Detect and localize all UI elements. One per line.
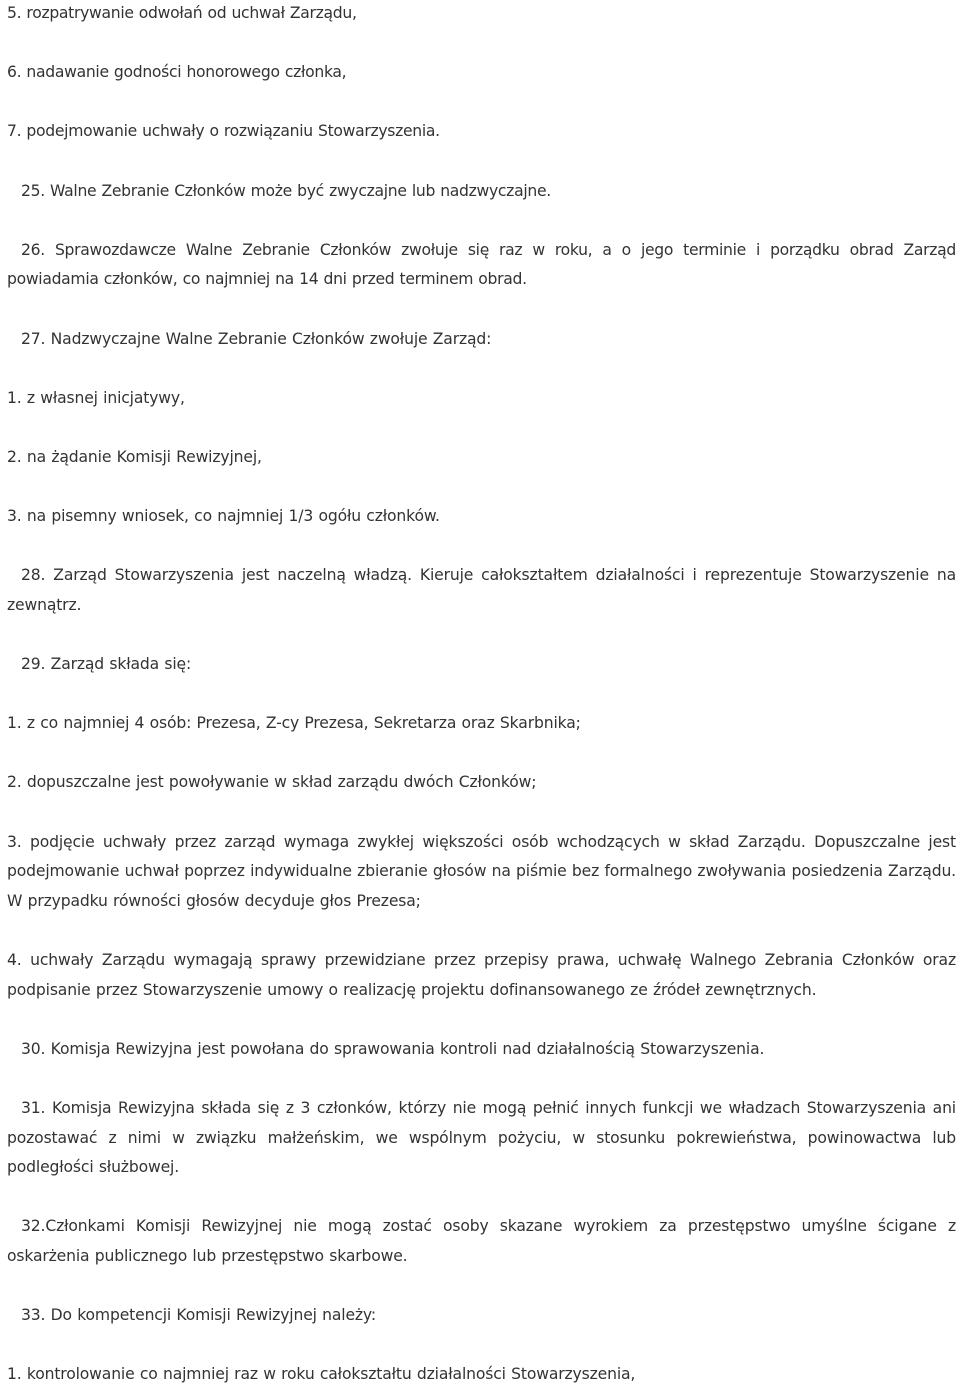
section-29-item-2: 2. dopuszczalne jest powoływanie w skład zarządu dwóch Członków; <box>7 773 537 792</box>
section-33-text: 33. Do kompetencji Komisji Rewizyjnej należy: <box>21 1306 376 1325</box>
section-27-item-3: 3. na pisemny wniosek, co najmniej 1/3 ogółu członków. <box>7 507 440 526</box>
section-31 <box>7 1094 956 1183</box>
section-28 <box>7 561 956 620</box>
section-29 <box>7 650 956 680</box>
section-27-item-1: 1. z własnej inicjatywy, <box>7 388 185 407</box>
section-27-text: 27. Nadzwyczajne Walne Zebranie Członków zwołuje Zarząd: <box>21 329 492 348</box>
document-body <box>7 0 956 1390</box>
section-31-text: 31. Komisja Rewizyjna składa się z 3 członków, którzy nie mogą pełnić innych funkcji we władzach Stowarzyszenia ani pozostawać z nimi w związku małżeńskim, we wspólnym pożyciu, w stosunku pokrewieństwa, powinowactwa lub podległości służbowej. <box>7 1098 956 1177</box>
section-28-text: 28. Zarząd Stowarzyszenia jest naczelną władzą. Kieruje całokształtem działalności i reprezentuje Stowarzyszenie na zewnątrz. <box>7 566 956 614</box>
section-26 <box>7 236 956 295</box>
section-25 <box>7 177 956 207</box>
section-27-item-2: 2. na żądanie Komisji Rewizyjnej, <box>7 447 262 466</box>
section-29-text: 29. Zarząd składa się: <box>21 655 192 674</box>
section-27 <box>7 325 956 355</box>
section-29-item-1: 1. z co najmniej 4 osób: Prezesa, Z-cy Prezesa, Sekretarza oraz Skarbnika; <box>7 714 581 733</box>
section-32 <box>7 1212 956 1271</box>
section-25-text: 25. Walne Zebranie Członków może być zwyczajne lub nadzwyczajne. <box>21 181 551 200</box>
item-6-nadawanie: 6. nadawanie godności honorowego członka, <box>7 63 347 82</box>
section-30-text: 30. Komisja Rewizyjna jest powołana do sprawowania kontroli nad działalnością Stowarzyszenia. <box>21 1039 765 1058</box>
section-29-item-3: 3. podjęcie uchwały przez zarząd wymaga zwykłej większości osób wchodzących w skład Zarządu. Dopuszczalne jest podejmowanie uchwał poprzez indywidualne zbieranie głosów na piśmie bez formalnego zwoływania posiedzenia Zarządu. W przypadku równości głosów decyduje głos Prezesa; <box>7 832 956 910</box>
section-33-item-1: 1. kontrolowanie co najmniej raz w roku całokształtu działalności Stowarzyszenia, <box>7 1365 636 1384</box>
section-30 <box>7 1035 956 1065</box>
item-7-podejmowanie: 7. podejmowanie uchwały o rozwiązaniu Stowarzyszenia. <box>7 122 440 141</box>
section-32-text: 32.Członkami Komisji Rewizyjnej nie mogą zostać osoby skazane wyrokiem za przestępstwo umyślne ścigane z oskarżenia publicznego lub przestępstwo skarbowe. <box>7 1217 956 1265</box>
item-5-rozpatrywanie: 5. rozpatrywanie odwołań od uchwał Zarządu, <box>7 4 357 22</box>
section-33 <box>7 1301 956 1331</box>
section-29-item-4: 4. uchwały Zarządu wymagają sprawy przewidziane przez przepisy prawa, uchwałę Walnego Zebrania Członków oraz podpisanie przez Stowarzyszenie umowy o realizację projektu dofinansowanego ze źródeł zewnętrznych. <box>7 951 956 999</box>
section-26-text: 26. Sprawozdawcze Walne Zebranie Członków zwołuje się raz w roku, a o jego terminie i porządku obrad Zarząd powiadamia członków, co najmniej na 14 dni przed terminem obrad. <box>7 240 956 289</box>
